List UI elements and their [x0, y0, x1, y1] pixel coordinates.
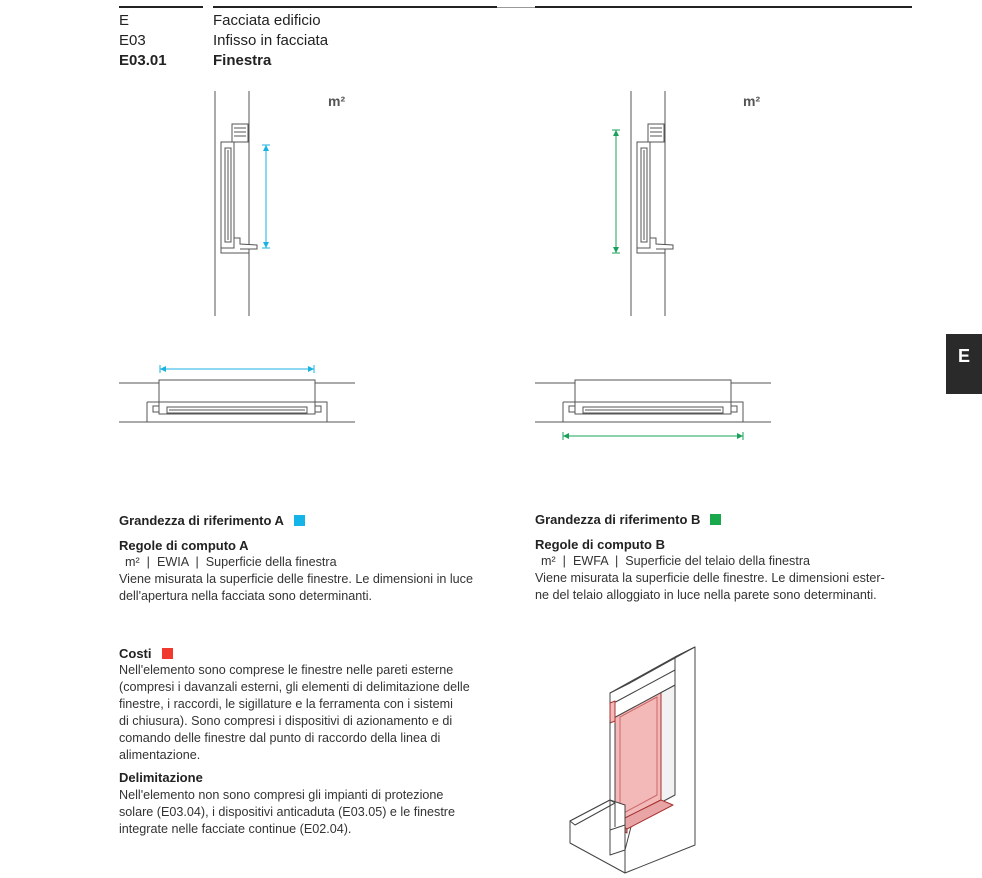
diagram-b-plan [531, 360, 776, 450]
delimitazione-line-1: Nell'elemento non sono compresi gli impianti di protezione [119, 788, 444, 802]
section-a-desc-1: Viene misurata la superficie delle finestre. Le dimensioni in luce [119, 572, 473, 586]
section-a-rules-heading: Regole di computo A [119, 538, 249, 553]
costi-line-6: alimentazione. [119, 748, 201, 762]
header-title-2: Infisso in facciata [213, 32, 329, 49]
diagram-a-vertical-dimension [262, 145, 270, 248]
chapter-tab[interactable]: E [946, 334, 982, 394]
section-a-heading-text: Grandezza di riferimento A [119, 513, 284, 528]
section-b-desc-1: Viene misurata la superficie delle finestre. Le dimensioni ester- [535, 571, 885, 585]
costi-line-2: (compresi i davanzali esterni, gli elementi di delimitazione delle [119, 680, 470, 694]
header-code-2: E03 [119, 32, 146, 49]
section-a-desc-2: dell'apertura nella facciata sono determinanti. [119, 589, 373, 603]
costi-line-4: di chiusura). Sono compresi i dispositivi di azionamento e di [119, 714, 453, 728]
diagram-b-vertical-dimension [612, 130, 620, 253]
diagram-a-section [200, 88, 370, 323]
costi-line-1: Nell'elemento sono comprese le finestre nelle pareti esterne [119, 663, 454, 677]
section-b-heading [535, 512, 721, 528]
header-title-3: Finestra [213, 52, 272, 69]
section-a-color-swatch [294, 515, 305, 526]
header-code-1: E [119, 12, 130, 29]
diagram-a-horizontal-dimension [160, 365, 314, 373]
window-isometric-illustration [565, 645, 705, 875]
section-a-heading [119, 513, 305, 529]
section-a-rules-line: m² | EWIA | Superficie della finestra [125, 555, 337, 569]
costi-line-5: comando delle finestre dal punto di raccordo della linea di [119, 731, 441, 745]
header-code-3: E03.01 [119, 52, 167, 69]
delimitazione-line-3: integrate nelle facciate continue (E02.04). [119, 822, 352, 836]
section-b-rules-heading: Regole di computo B [535, 537, 665, 552]
header-rule-left [119, 6, 203, 8]
diagram-a-unit: m² [328, 93, 346, 109]
section-b-heading-text: Grandezza di riferimento B [535, 512, 701, 527]
section-b-desc-2: ne del telaio alloggiato in luce nella parete sono determinanti. [535, 588, 877, 602]
costi-line-3: finestre, i raccordi, le sigillature e la ferramenta con i sistemi [119, 697, 453, 711]
diagram-a-plan [115, 360, 360, 430]
costi-color-swatch [162, 648, 173, 659]
section-b-color-swatch [710, 514, 721, 525]
delimitazione-line-2: solare (E03.04), i dispositivi anticaduta (E03.05) e le finestre [119, 805, 456, 819]
header-rule-right [535, 6, 912, 8]
header-rule-mid [213, 6, 497, 8]
diagram-b-section [595, 88, 775, 323]
header-rule-thin [497, 7, 535, 8]
diagram-b-horizontal-dimension [563, 432, 743, 440]
costi-heading-text: Costi [119, 646, 152, 661]
delimitazione-heading: Delimitazione [119, 770, 203, 785]
header-title-1: Facciata edificio [213, 12, 321, 29]
diagram-b-unit: m² [743, 93, 761, 109]
costi-heading [119, 646, 173, 662]
section-b-rules-line: m² | EWFA | Superficie del telaio della finestra [541, 554, 811, 568]
